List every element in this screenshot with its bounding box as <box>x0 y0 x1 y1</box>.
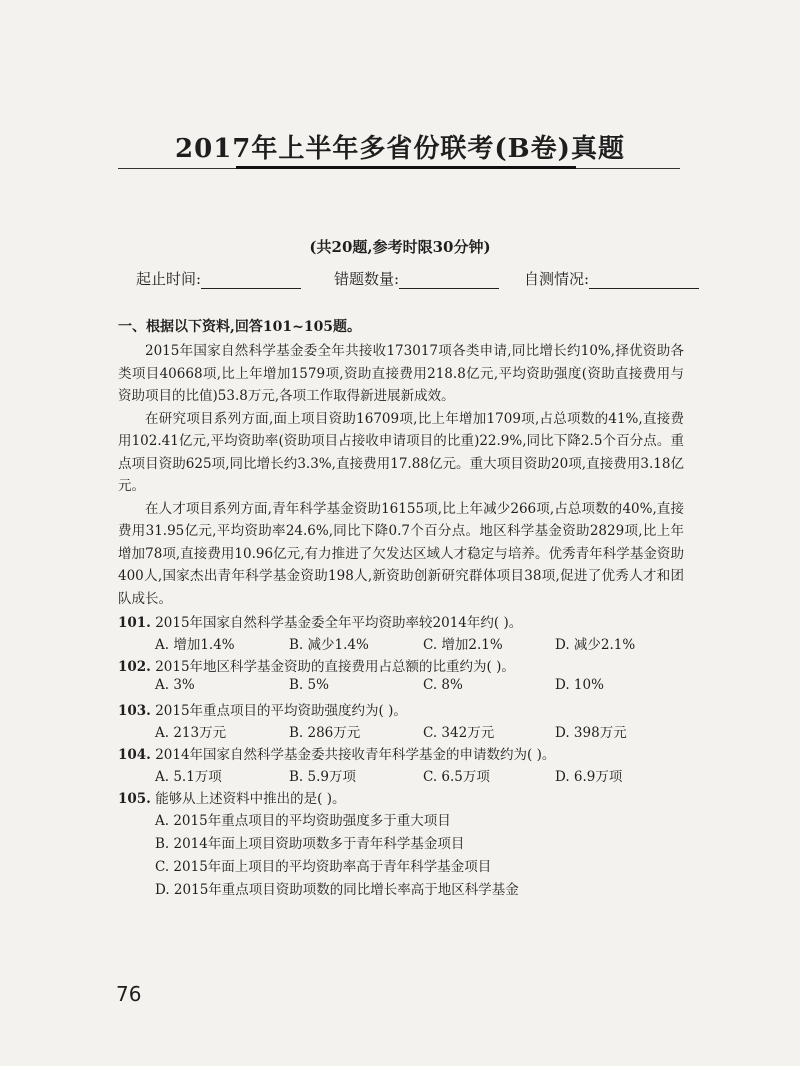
option-b[interactable]: B. 2014年面上项目资助项数多于青年科学基金项目 <box>155 836 465 852</box>
option-a[interactable]: A. 5.1万项 <box>155 769 222 785</box>
option-a[interactable]: A. 2015年重点项目的平均资助强度多于重大项目 <box>155 813 451 829</box>
option-d[interactable]: D. 10% <box>555 677 604 693</box>
option-c[interactable]: C. 342万元 <box>423 725 495 741</box>
option-c[interactable]: C. 增加2.1% <box>423 637 503 653</box>
option-b[interactable]: B. 5.9万项 <box>289 769 356 785</box>
passage-paragraph: 在人才项目系列方面,青年科学基金资助16155项,比上年减少266项,占总项数的40%,直接费用31.95亿元,平均资助率24.6%,同比下降0.7个百分点。地区科学基金资助2829项,比上年增加78项,直接费用10.96亿元,有力推进了欠发达区域人才稳定与培养。优秀青年科学基金资助400人,国家杰出青年科学基金资助198人,新资助创新研究群体项目38项,促进了优秀人才和团队成长。 <box>118 500 684 607</box>
self-test-blank[interactable] <box>589 272 699 289</box>
title-underline-thick <box>236 166 576 169</box>
reading-passage <box>118 340 684 610</box>
question-101-options <box>155 633 675 653</box>
question-102-options <box>155 677 675 697</box>
question-104-options <box>155 765 675 785</box>
option-b[interactable]: B. 286万元 <box>289 725 361 741</box>
option-c[interactable]: C. 6.5万项 <box>423 769 490 785</box>
option-c[interactable]: C. 2015年面上项目的平均资助率高于青年科学基金项目 <box>155 859 492 875</box>
option-d[interactable]: D. 398万元 <box>555 725 627 741</box>
option-d[interactable]: D. 减少2.1% <box>555 637 636 653</box>
question-103: 103. 2015年重点项目的平均资助强度约为( )。 <box>118 703 407 719</box>
record-field-self-test: 自测情况: <box>524 268 699 289</box>
question-101: 101. 2015年国家自然科学基金委全年平均资助率较2014年约( )。 <box>118 615 523 631</box>
option-b[interactable]: B. 5% <box>289 677 329 693</box>
option-a[interactable]: A. 增加1.4% <box>155 637 235 653</box>
section-heading: 一、根据以下资料,回答101~105题。 <box>118 319 362 335</box>
exam-subtitle: (共20题,参考时限30分钟) <box>309 238 491 256</box>
time-blank[interactable] <box>201 272 301 289</box>
option-a[interactable]: A. 213万元 <box>155 725 227 741</box>
passage-paragraph: 在研究项目系列方面,面上项目资助16709项,比上年增加1709项,占总项数的41%,直接费用102.41亿元,平均资助率(资助项目占接收申请项目的比重)22.9%,同比下降2.5个百分点。重点项目资助625项,同比增长约3.3%,直接费用17.88亿元。重大项目资助20项,直接费用3.18亿元。 <box>118 410 684 494</box>
question-105: 105. 能够从上述资料中推出的是( )。 <box>118 791 346 807</box>
question-104: 104. 2014年国家自然科学基金委共接收青年科学基金的申请数约为( )。 <box>118 747 556 763</box>
passage-paragraph: 2015年国家自然科学基金委全年共接收173017项各类申请,同比增长约10%,择优资助各类项目40668项,比上年增加1579项,资助直接费用218.8亿元,平均资助强度(资助直接费用与资助项目的比值)53.8万元,各项工作取得新进展新成效。 <box>118 343 684 404</box>
page-number: 76 <box>116 982 142 1006</box>
page-title: 2017年上半年多省份联考(B卷)真题 <box>175 134 625 164</box>
option-d[interactable]: D. 6.9万项 <box>555 769 623 785</box>
question-102: 102. 2015年地区科学基金资助的直接费用占总额的比重约为( )。 <box>118 659 515 675</box>
question-103-options <box>155 721 675 741</box>
record-field-errors: 错题数量: <box>334 268 499 289</box>
record-field-time: 起止时间: <box>136 268 301 289</box>
option-d[interactable]: D. 2015年重点项目资助项数的同比增长率高于地区科学基金 <box>155 882 519 898</box>
option-a[interactable]: A. 3% <box>155 677 195 693</box>
errors-blank[interactable] <box>399 272 499 289</box>
option-b[interactable]: B. 减少1.4% <box>289 637 369 653</box>
option-c[interactable]: C. 8% <box>423 677 463 693</box>
self-record-row <box>136 268 726 290</box>
